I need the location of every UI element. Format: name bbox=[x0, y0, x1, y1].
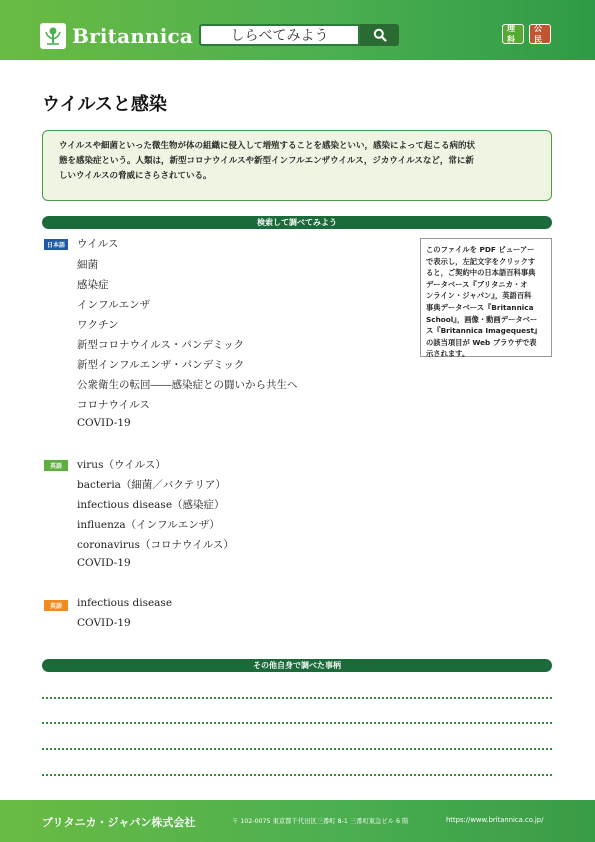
badge-civics[interactable]: 公民 bbox=[529, 24, 551, 44]
search-term-link[interactable]: 公衆衛生の転回――感染症との闘いから共生へ bbox=[77, 379, 298, 391]
note-line: School』，画像・動画データベー bbox=[426, 314, 538, 324]
search-term-link[interactable]: 細菌 bbox=[77, 259, 98, 271]
logo-text: Britannica bbox=[72, 24, 194, 48]
pdf-instruction-note bbox=[420, 238, 552, 357]
search-term-link[interactable]: インフルエンザ bbox=[77, 299, 151, 311]
thistle-icon bbox=[40, 23, 66, 49]
badge-science[interactable]: 理科 bbox=[502, 24, 524, 44]
page-title: ウイルスと感染 bbox=[42, 94, 167, 115]
search-term-link[interactable]: infectious disease bbox=[77, 597, 173, 609]
search-term-link[interactable]: コロナウイルス bbox=[77, 399, 150, 411]
note-line: 示されます。 bbox=[426, 349, 470, 359]
note-line: データベース『ブリタニカ・オ bbox=[426, 279, 528, 289]
search-term-link[interactable]: ウイルス bbox=[77, 238, 119, 250]
tag-english: 英語 bbox=[44, 460, 68, 471]
search-button[interactable] bbox=[360, 24, 399, 46]
writing-line[interactable] bbox=[42, 697, 552, 699]
search-term-link[interactable]: infectious disease（感染症） bbox=[77, 499, 225, 511]
writing-line[interactable] bbox=[42, 748, 552, 750]
search-term-link[interactable]: 新型インフルエンザ・パンデミック bbox=[77, 359, 245, 371]
search-term-link[interactable]: 感染症 bbox=[77, 279, 109, 291]
note-line: で表示し，左記文字をクリックす bbox=[426, 256, 536, 266]
tag-english-school: 英語 bbox=[44, 600, 68, 611]
note-line: ンライン・ジャパン』，英語百科 bbox=[426, 291, 532, 301]
search-label-box[interactable]: しらべてみよう bbox=[199, 24, 360, 46]
footer-bar bbox=[0, 800, 595, 842]
summary-line: ウイルスや細菌といった微生物が体の組織に侵入して増殖することを感染といい，感染によって起こる病的状 bbox=[59, 141, 475, 151]
note-line: ると，ご契約中の日本語百科事典 bbox=[426, 268, 536, 278]
search-term-link[interactable]: coronavirus（コロナウイルス） bbox=[77, 539, 234, 551]
search-term-link[interactable]: 新型コロナウイルス・パンデミック bbox=[77, 339, 245, 351]
search-icon bbox=[373, 28, 387, 42]
footer-address: 〒 102-0075 東京都千代田区三番町 8-1 三番町東急ビル 6 階 bbox=[232, 818, 409, 825]
note-line: 事典データベース『Britannica bbox=[426, 302, 534, 312]
other-section-heading: その他自身で調べた事柄 bbox=[42, 659, 552, 672]
writing-line[interactable] bbox=[42, 774, 552, 776]
summary-box bbox=[42, 130, 552, 201]
search-section-heading: 検索して調べてみよう bbox=[42, 216, 552, 229]
search-term-link[interactable]: bacteria（細菌／バクテリア） bbox=[77, 479, 226, 491]
search-term-link[interactable]: COVID-19 bbox=[77, 617, 131, 629]
search-term-link[interactable]: COVID-19 bbox=[77, 557, 131, 569]
britannica-logo[interactable] bbox=[40, 23, 193, 49]
footer-website-link[interactable]: https://www.britannica.co.jp/ bbox=[446, 816, 544, 824]
summary-line: 態を感染症という。人類は，新型コロナウイルスや新型インフルエンザウイルス，ジカウイルスなど，常に新 bbox=[59, 156, 474, 166]
search-term-link[interactable]: COVID-19 bbox=[77, 417, 131, 429]
footer-company-name: ブリタニカ・ジャパン株式会社 bbox=[42, 816, 196, 829]
search-term-link[interactable]: ワクチン bbox=[77, 319, 119, 331]
search-term-link[interactable]: virus（ウイルス） bbox=[77, 459, 166, 471]
search-term-link[interactable]: influenza（インフルエンザ） bbox=[77, 519, 220, 531]
note-line: の該当項目が Web ブラウザで表 bbox=[426, 337, 537, 347]
tag-japanese: 日本語 bbox=[44, 239, 68, 250]
summary-line: しいウイルスの脅威にさらされている。 bbox=[59, 171, 212, 181]
header-bar bbox=[0, 0, 595, 60]
note-line: ス『Britannica Imagequest』 bbox=[426, 326, 542, 336]
note-line: このファイルを PDF ビューアー bbox=[426, 245, 535, 254]
writing-line[interactable] bbox=[42, 722, 552, 724]
